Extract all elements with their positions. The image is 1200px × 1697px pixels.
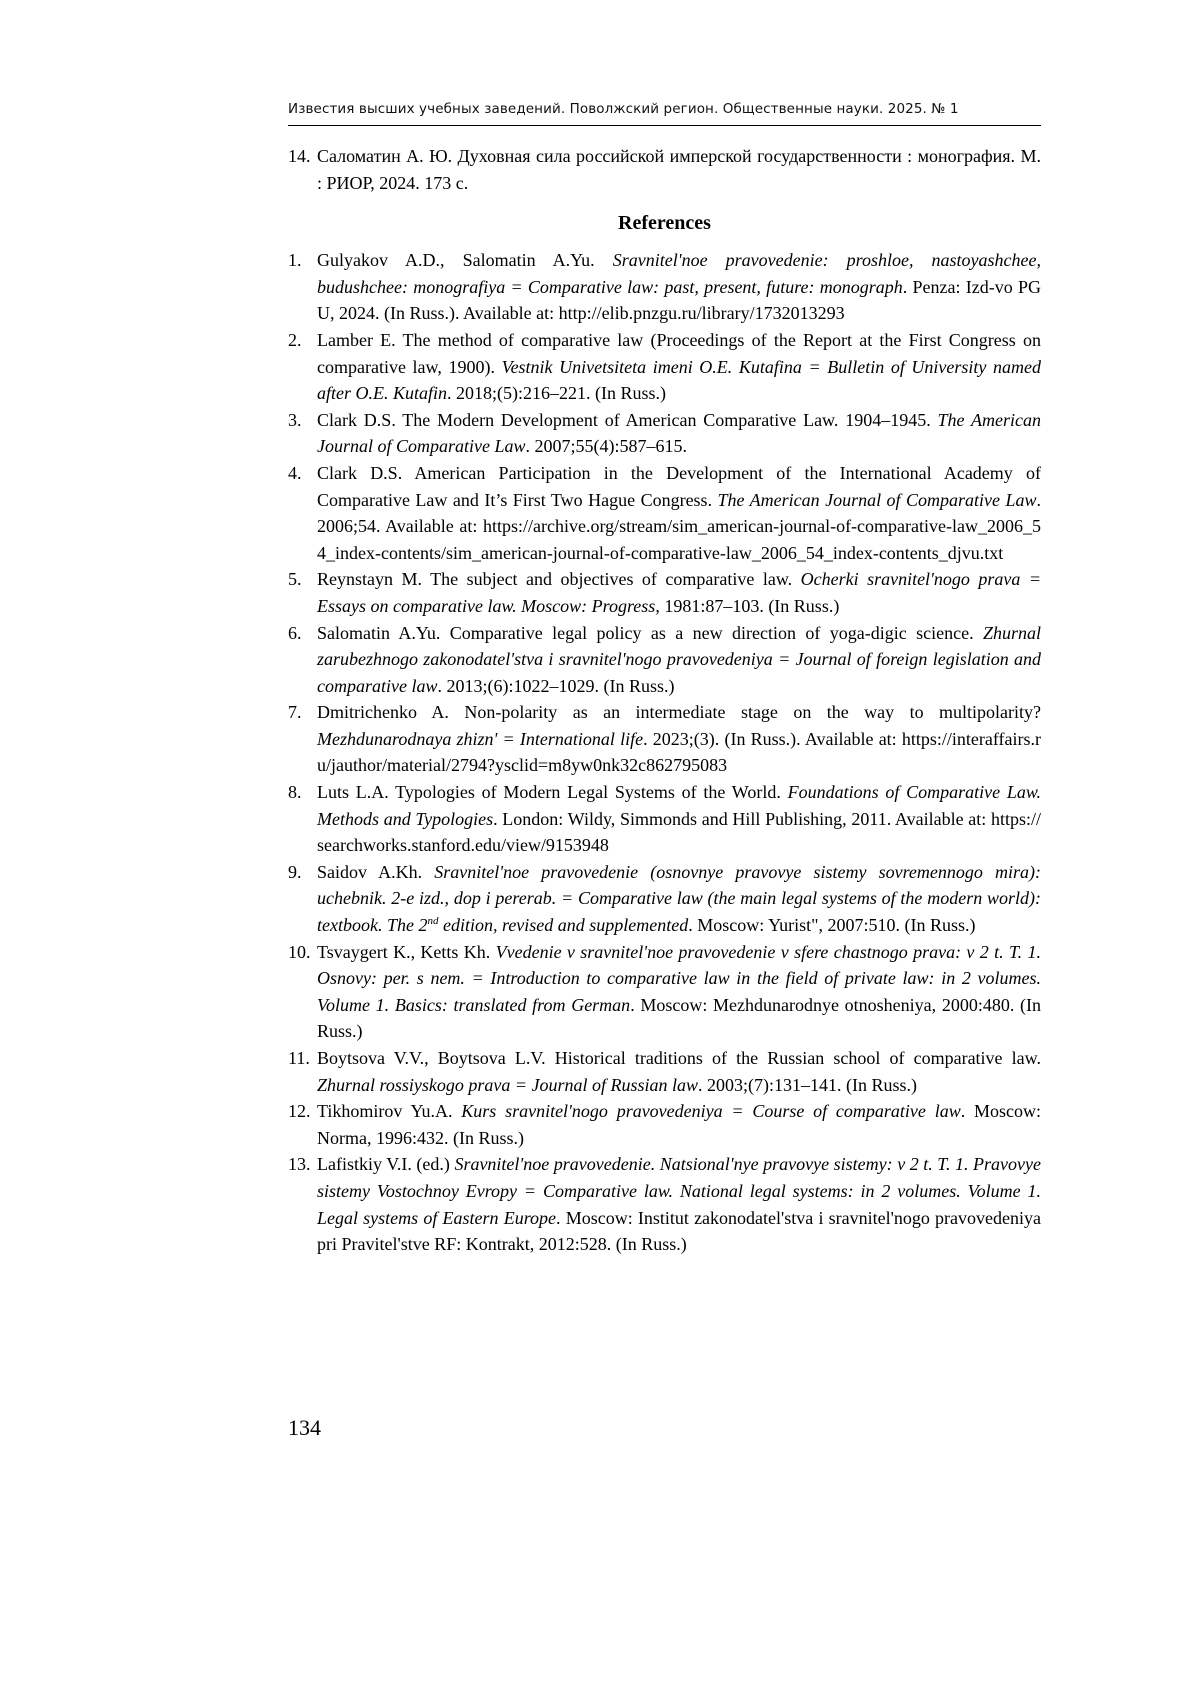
reference-item (288, 327, 1041, 407)
reference-details: . 2007;55(4):587–615. (525, 436, 688, 457)
reference-details: . 2013;(6):1022–1029. (In Russ.) (437, 675, 675, 696)
reference-number: 11. (288, 1048, 310, 1068)
reference-details: . Moscow: Yurist", 2007:510. (In Russ.) (688, 915, 976, 936)
ru-reference-number: 14. (288, 146, 311, 166)
reference-details: . 2003;(7):131–141. (In Russ.) (698, 1074, 917, 1095)
reference-item (288, 247, 1041, 327)
reference-source-title: Mezhdunarodnaya zhizn' = International life (317, 728, 644, 749)
reference-item (288, 460, 1041, 566)
reference-authors-title: Tsvaygert K., Ketts Kh. (317, 941, 496, 962)
reference-source-title: The American Journal of Comparative Law (317, 409, 1041, 457)
reference-item (288, 859, 1041, 939)
reference-number: 8. (288, 782, 302, 803)
ru-reference-text: Саломатин А. Ю. Духовная сила российской имперской государственности : монография. М. : РИОР, 2024. 173 с. (317, 146, 1041, 193)
reference-authors-title: Lafistkiy V.I. (ed.) (317, 1154, 455, 1175)
reference-authors-title: Luts L.A. Typologies of Modern Legal Systems of the World. (317, 782, 788, 803)
reference-superscript: nd (427, 915, 439, 928)
references-heading: References (618, 212, 711, 235)
reference-number: 10. (288, 941, 311, 962)
reference-item (288, 1151, 1041, 1257)
reference-source-title: Foundations of Comparative Law. Methods and Typologies (317, 782, 1041, 829)
reference-details: . Moscow: Institut zakonodatel'stva i sravnitel'nogo pravovedeniya pri Pravitel'stve RF: Kontrakt, 2012:528. (In Russ.) (317, 1207, 1041, 1255)
reference-source-title: Sravnitel'noe pravovedenie (osnovnye pravovye sistemy sovremennogo mira): uchebnik. 2-e izd., dop i pererab. = Comparative law (the main legal systems of the modern world): textbook. The 2 (317, 861, 1042, 936)
reference-number: 4. (288, 462, 302, 483)
reference-details: . 2023;(3). (In Russ.). Available at: https://interaffairs.ru/jauthor/material/2794?ysclid=m8yw0nk32c862795083 (317, 728, 1042, 776)
reference-source-title: Sravnitel'noe pravovedenie. Natsional'nye pravovye sistemy: v 2 t. T. 1. Pravovye sistemy Vostochnoy Evropy = Comparative law. National legal systems: in 2 volumes. Volume 1. Legal systems of Eastern Europe (317, 1154, 1042, 1228)
reference-details: . 2018;(5):216–221. (In Russ.) (447, 383, 666, 404)
reference-number: 5. (288, 569, 302, 590)
reference-item (288, 620, 1041, 700)
references-list (288, 247, 1041, 1258)
reference-authors-title: Tikhomirov Yu.A. (317, 1101, 462, 1122)
reference-source-title: Sravnitel'noe pravovedenie: proshloe, nastoyashchee, budushchee: monografiya = Comparative law: past, present, future: monograph (317, 250, 1042, 297)
reference-authors-title: Reynstayn M. The subject and objectives of comparative law. (317, 569, 801, 590)
reference-authors-title: Boytsova V.V., Boytsova L.V. Historical traditions of the Russian school of comparative law. (317, 1048, 1041, 1068)
reference-authors-title: Saidov A.Kh. (317, 861, 435, 882)
reference-item (288, 779, 1041, 859)
page-number: 134 (288, 1415, 321, 1440)
reference-source-title-cont: edition, revised and supplemented (438, 915, 689, 936)
ru-reference-item (288, 143, 1041, 196)
reference-number: 6. (288, 622, 302, 643)
reference-authors-title: Salomatin A.Yu. Comparative legal policy as a new direction of yoga-digic science. (317, 622, 983, 643)
reference-details: . Moscow: Mezhdunarodnye otnosheniya, 2000:480. (In Russ.) (317, 994, 1041, 1042)
reference-details: . Penza: Izd-vo PGU, 2024. (In Russ.). Available at: http://elib.pnzgu.ru/library/1732013293 (317, 276, 1041, 324)
reference-authors-title: Dmitrichenko A. Non-polarity as an intermediate stage on the way to multipolarity? (317, 702, 1041, 723)
article-content (288, 143, 1041, 1258)
reference-number: 1. (288, 250, 302, 271)
journal-header: Известия высших учебных заведений. Поволжский регион. Общественные науки. 2025. № 1 (288, 101, 959, 117)
reference-number: 3. (288, 409, 302, 430)
reference-source-title: The American Journal of Comparative Law (717, 489, 1037, 510)
reference-number: 9. (288, 861, 302, 882)
reference-source-title: Vestnik Univetsiteta imeni O.E. Kutafina = Bulletin of University named after O.E. Kutafin (317, 356, 1041, 404)
reference-number: 12. (288, 1101, 311, 1122)
reference-authors-title: Gulyakov A.D., Salomatin A.Yu. (317, 250, 613, 271)
reference-item (288, 1098, 1041, 1151)
reference-details: , 1981:87–103. (In Russ.) (655, 595, 840, 616)
reference-details: . 2006;54. Available at: https://archive.org/stream/sim_american-journal-of-comparative-law_2006_54_index-contents/sim_american-journal-of-comparative-law_2006_54_index-contents_djvu.txt (317, 489, 1041, 563)
reference-source-title: Zhurnal zarubezhnogo zakonodatel'stva i sravnitel'nogo pravovedeniya = Journal of foreign legislation and comparative law (317, 622, 1041, 696)
reference-item (288, 699, 1041, 779)
header-rule (288, 125, 1041, 126)
reference-number: 13. (288, 1154, 311, 1175)
reference-source-title: Vvedenie v sravnitel'noe pravovedenie v sfere chastnogo prava: v 2 t. T. 1. Osnovy: per. s nem. = Introduction to comparative law in the field of private law: in 2 volumes. Volume 1. Basics: translated from German (317, 941, 1041, 1015)
reference-authors-title: Clark D.S. The Modern Development of American Comparative Law. 1904–1945. (317, 409, 938, 430)
reference-number: 7. (288, 702, 302, 723)
reference-authors-title: Clark D.S. American Participation in the Development of the International Academy of Comparative Law and It’s First Two Hague Congress. (317, 462, 1041, 510)
reference-item (288, 566, 1041, 619)
reference-details: . London: Wildy, Simmonds and Hill Publishing, 2011. Available at: https://searchworks.stanford.edu/view/9153948 (317, 808, 1041, 856)
reference-item (288, 939, 1041, 1045)
reference-source-title: Ocherki sravnitel'nogo prava = Essays on comparative law. Moscow: Progress (317, 569, 1041, 616)
reference-authors-title: Lamber E. The method of comparative law (Proceedings of the Report at the First Congress on comparative law, 1900). (317, 329, 1041, 377)
reference-details: . Moscow: Norma, 1996:432. (In Russ.) (317, 1101, 1041, 1148)
reference-item (288, 1045, 1041, 1098)
reference-number: 2. (288, 329, 302, 350)
reference-item (288, 407, 1041, 460)
reference-source-title: Zhurnal rossiyskogo prava = Journal of Russian law (317, 1074, 698, 1095)
reference-source-title: Kurs sravnitel'nogo pravovedeniya = Course of comparative law (461, 1101, 961, 1122)
